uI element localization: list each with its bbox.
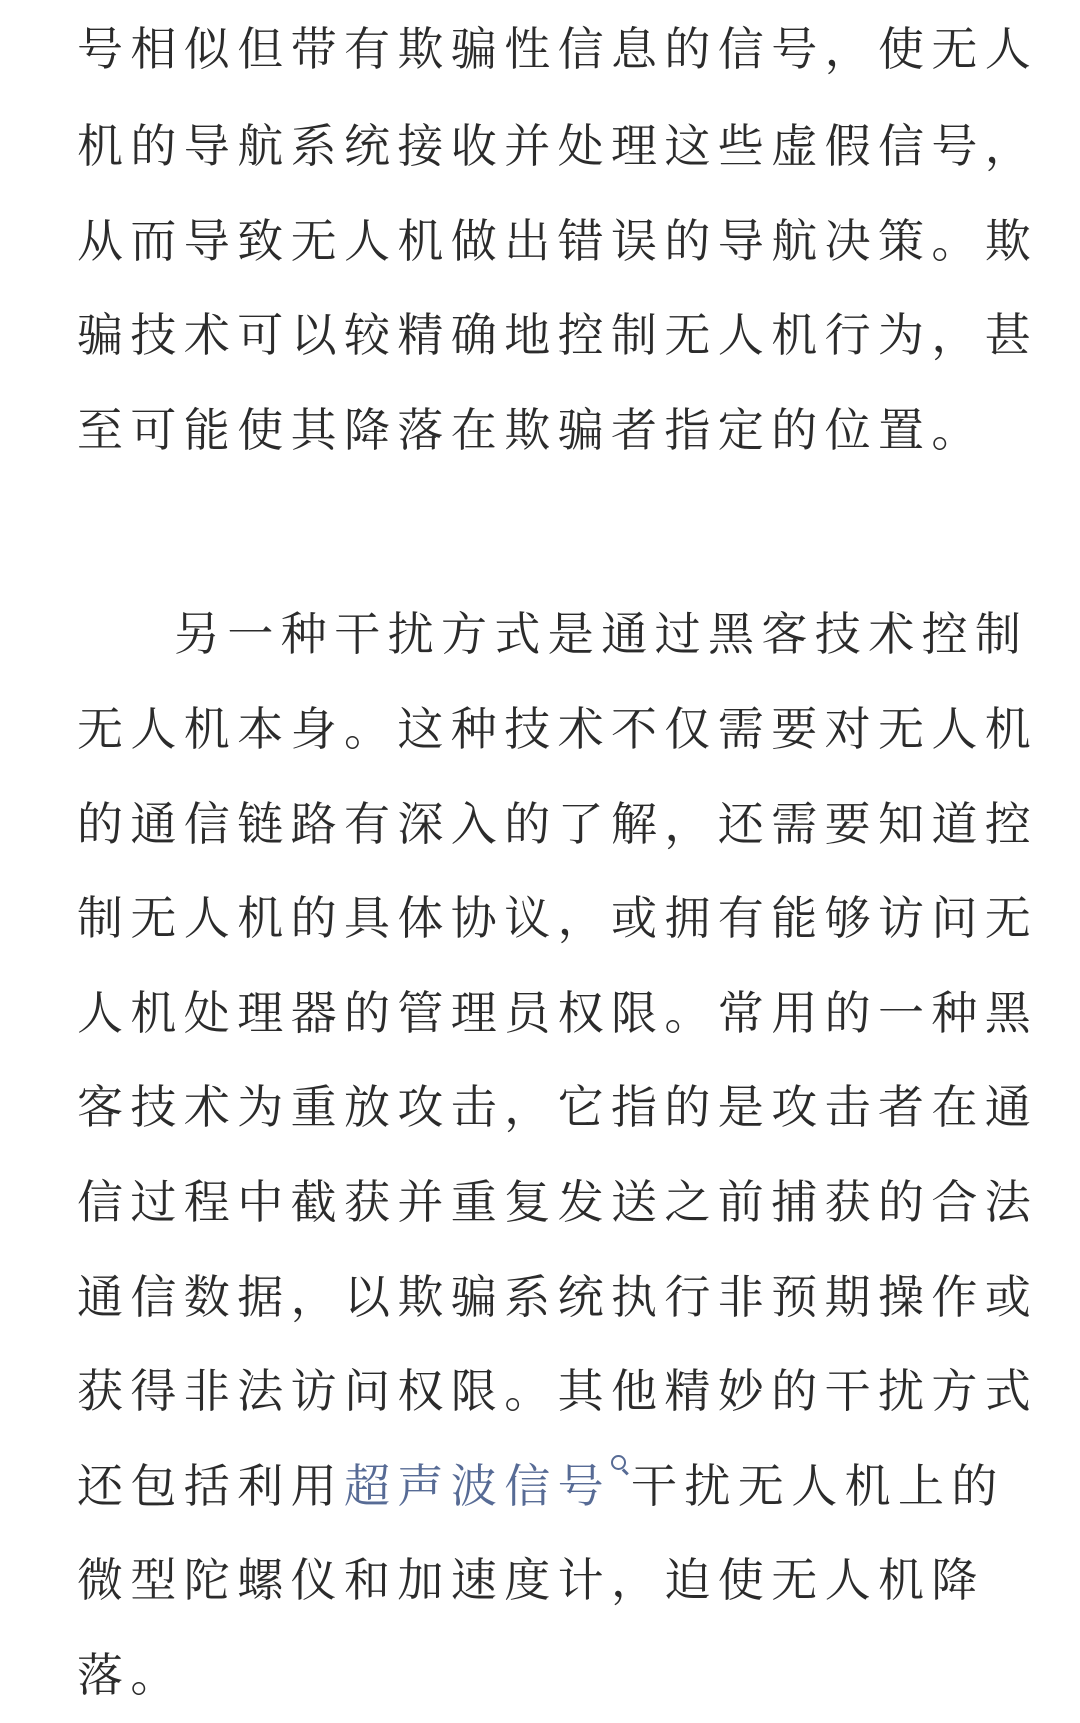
text-segment: 干扰无人机上的 [631, 1458, 1005, 1513]
ultrasonic-signal-link[interactable]: 超声波信号 [344, 1458, 611, 1513]
text-line: 信过程中截获并重复发送之前捕获的合法 [77, 1174, 1039, 1229]
text-line: 骗技术可以较精确地控制无人机行为，甚 [77, 308, 1039, 363]
text-line: 另一种干扰方式是通过黑客技术控制 [174, 607, 1029, 662]
text-line: 人机处理器的管理员权限。常用的一种黑 [77, 985, 1039, 1040]
text-line: 制无人机的具体协议，或拥有能够访问无 [77, 891, 1039, 946]
text-line: 号相似但带有欺骗性信息的信号，使无人 [77, 22, 1039, 76]
paragraph-hacking [77, 587, 1039, 1722]
text-line: 微型陀螺仪和加速度计，迫使无人机降 [77, 1553, 985, 1608]
text-line: 的通信链路有深入的了解，还需要知道控 [77, 796, 1039, 851]
text-line: 从而导致无人机做出错误的导航决策。欺 [77, 213, 1039, 268]
text-line: 落。 [77, 1647, 184, 1702]
article-body [77, 0, 1039, 1723]
text-line: 机的导航系统接收并处理这些虚假信号， [77, 119, 1039, 173]
text-line: 获得非法访问权限。其他精妙的干扰方式 [77, 1364, 1039, 1419]
text-line: 客技术为重放攻击，它指的是攻击者在通 [77, 1080, 1039, 1135]
text-line: 通信数据，以欺骗系统执行非预期操作或 [77, 1269, 1039, 1324]
text-line-with-link [77, 1439, 1003, 1534]
text-line: 无人机本身。这种技术不仅需要对无人机 [77, 701, 1039, 756]
paragraph-gap [77, 477, 1003, 587]
text-line: 至可能使其降落在欺骗者指定的位置。 [77, 402, 985, 457]
text-segment: 还包括利用 [77, 1458, 344, 1513]
paragraph-spoofing [77, 0, 1039, 477]
search-icon[interactable] [607, 1453, 629, 1483]
